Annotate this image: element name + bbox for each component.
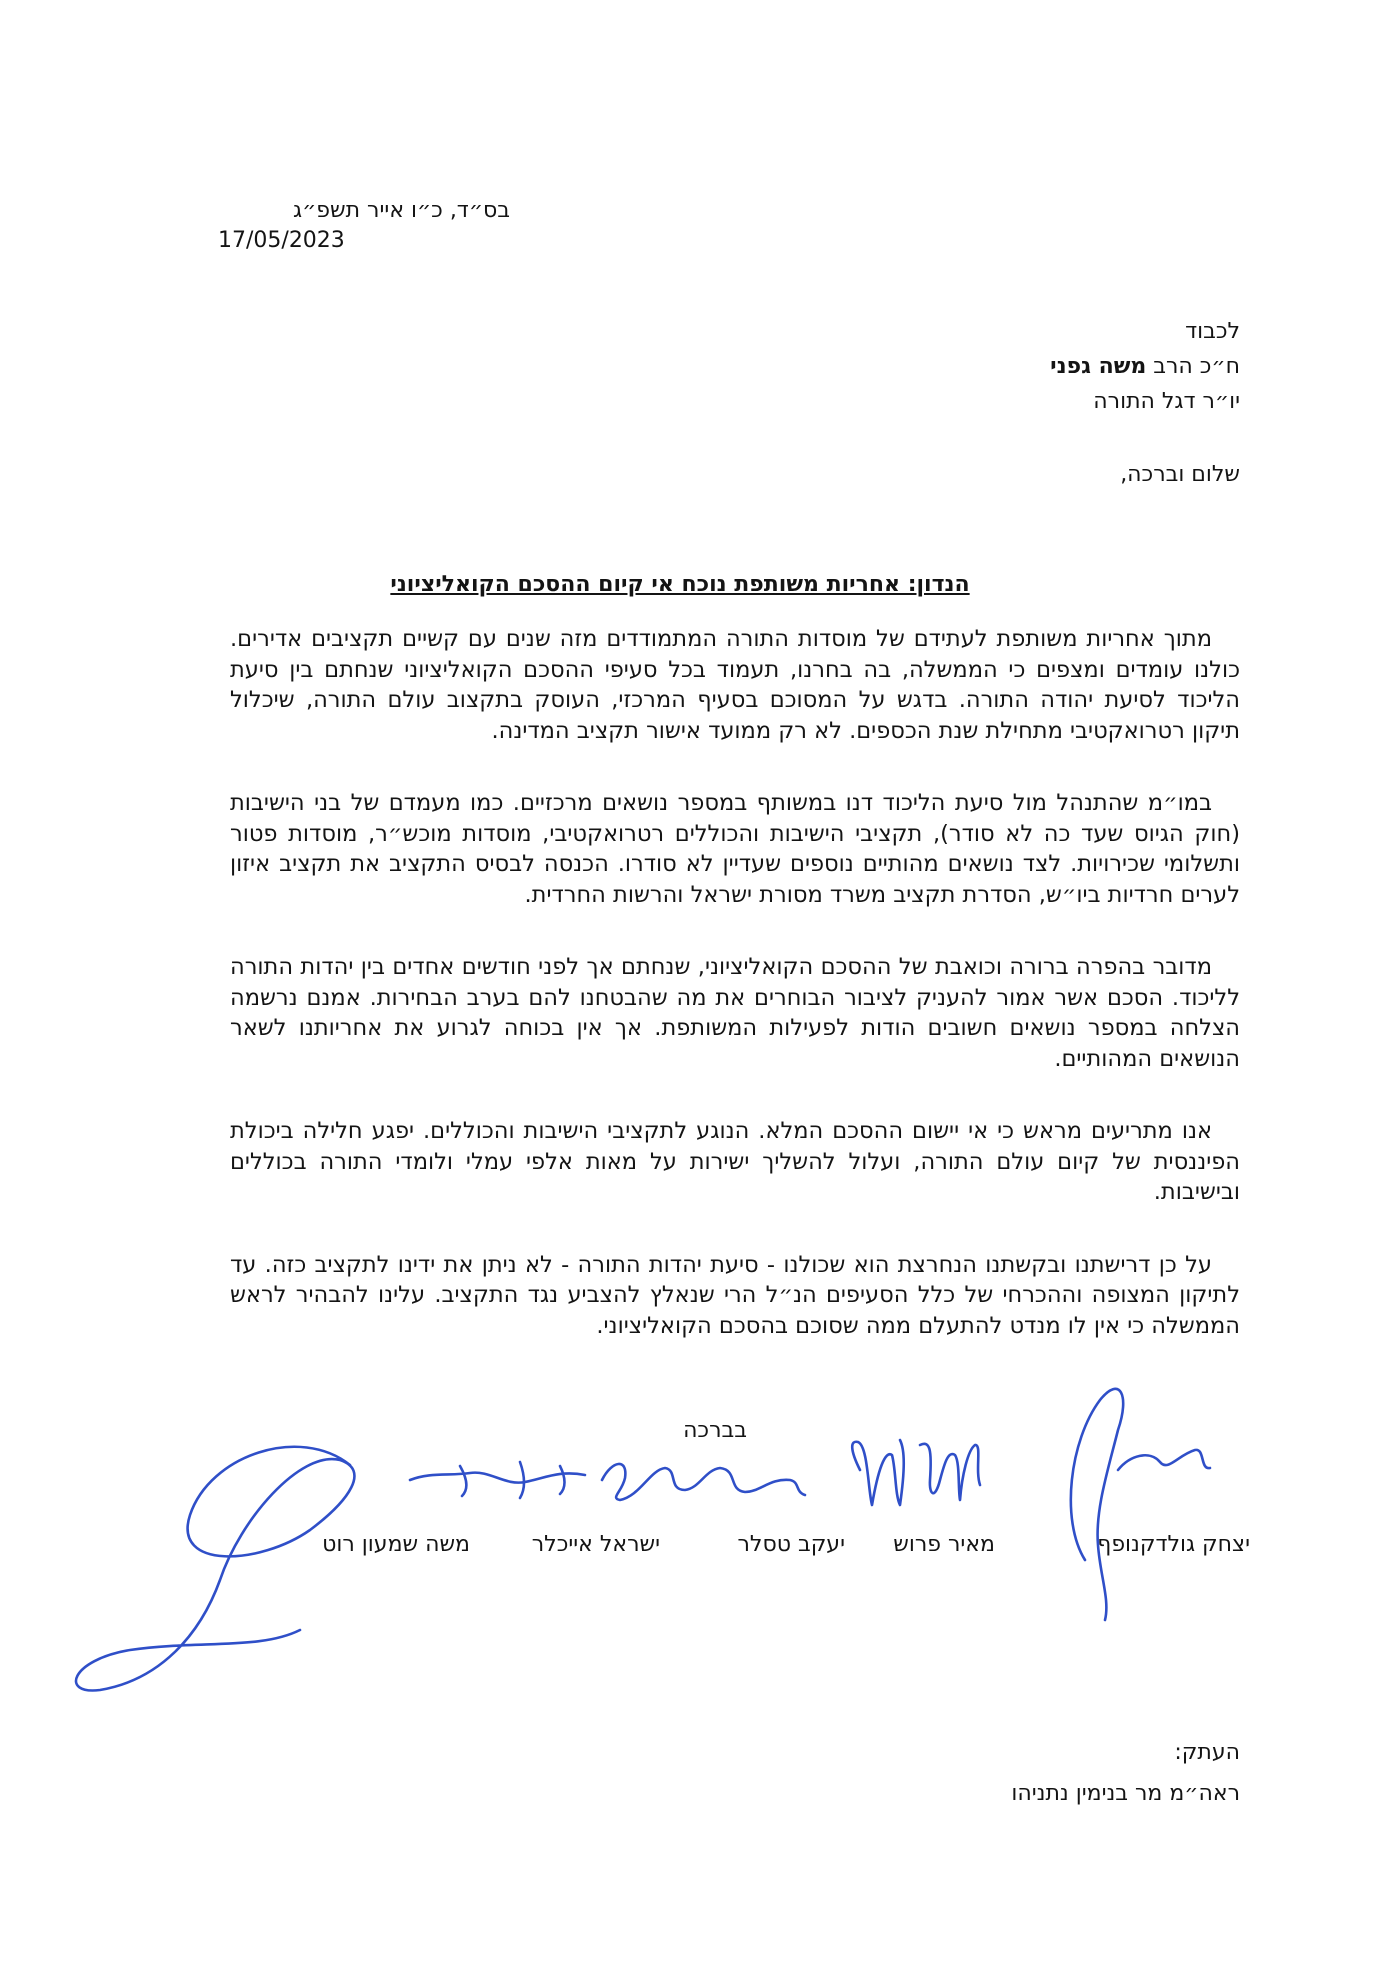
paragraph-3: מדובר בהפרה ברורה וכואבת של ההסכם הקואליציוני, שנחתם אך לפני חודשים אחדים בין יהדות התורה לליכוד. הסכם אשר אמור להעניק לציבור הבוחרים את מה שהבטחנו להם בערב הבחירות. אמנם נרשמה הצלחה במספר נושאים חשובים הודות לפעילות המשותפת. אך אין בכוחה לגרוע את אחריותנו לשאר הנושאים המהותיים. xyxy=(230,954,1240,1072)
paragraph-2: במו״מ שהתנהל מול סיעת הליכוד דנו במשותף במספר נושאים מרכזיים. כמו מעמדם של בני הישיבות (חוק הגיוס שעד כה לא סודר), תקציבי הישיבות והכוללים רטרואקטיבי, מוסדות מוכש״ר, מוסדות פטור ותשלומי שכירויות. לצד נושאים מהותיים נוספים שעדיין לא סודרו. הכנסה לבסיס התקציב את תקציב איזון לערים חרדיות ביו״ש, הסדרת תקציב משרד מסורת ישראל והרשות החרדית. xyxy=(230,790,1240,908)
hebrew-date: בס״ד, כ״ו אייר תשפ״ג xyxy=(293,198,510,223)
subject-line: הנדון: אחריות משותפת נוכח אי קיום ההסכם הקואליציוני xyxy=(390,572,970,597)
signatory-name: מאיר פרוש xyxy=(893,1532,995,1557)
addressee-prefix: ח״כ הרב xyxy=(1153,354,1240,379)
gregorian-date: 17/05/2023 xyxy=(218,228,345,253)
paragraph-4: אנו מתריעים מראש כי אי יישום ההסכם המלא. הנוגע לתקציבי הישיבות והכוללים. יפגע חלילה ביכולת הפיננסית של קיום עולם התורה, ועלול להשליך ישירות על מאות אלפי עמלי ולומדי התורה בכוללים ובישיבות. xyxy=(230,1118,1240,1205)
cc-recipient: ראה״מ מר בנימין נתניהו xyxy=(1011,1781,1240,1806)
signatory-name: משה שמעון רוט xyxy=(322,1532,470,1557)
signature-1 xyxy=(1071,1389,1210,1620)
signatory-name: ישראל אייכלר xyxy=(531,1532,660,1557)
addressee-block xyxy=(780,314,1240,419)
signatories-row xyxy=(190,1532,1250,1572)
signature-4 xyxy=(602,1464,805,1500)
cc-label: העתק: xyxy=(1174,1740,1240,1765)
closing: בברכה xyxy=(683,1418,747,1443)
greeting: שלום וברכה, xyxy=(1120,462,1240,487)
paragraph-1: מתוך אחריות משותפת לעתידם של מוסדות התורה המתמודדים מזה שנים עם קשיים תקציבים אדירים. כולנו עומדים ומצפים כי הממשלה, בה בחרנו, תעמוד בכל סעיפי ההסכם הקואליציוני שנחתם בין סיעת הליכוד לסיעת יהודה התורה. בדגש על המסוכם בסעיף המרכזי, העוסק בתקצוב עולם התורה, שיכלול תיקון רטרואקטיבי מתחילת שנת הכספים. לא רק ממועד אישור תקציב המדינה. xyxy=(230,626,1240,744)
addressee-line xyxy=(780,349,1240,384)
letter-body xyxy=(230,624,1240,1383)
date-block xyxy=(210,196,510,256)
addressee-honorific: לכבוד xyxy=(1185,319,1240,344)
paragraph-5: על כן דרישתנו ובקשתנו הנחרצת הוא שכולנו - סיעת יהדות התורה - לא ניתן את ידינו לתקציב כזה. עד לתיקון המצופה וההכרחי של כלל הסעיפים הנ״ל הרי שנאלץ להצביע נגד התקציב. עלינו להבהיר לראש הממשלה כי אין לו מנדט להתעלם ממה שסוכם בהסכם הקואליציוני. xyxy=(230,1251,1240,1339)
signature-2 xyxy=(852,1440,904,1505)
signature-3 xyxy=(920,1444,980,1500)
addressee-title: יו״ר דגל התורה xyxy=(1093,389,1240,414)
signatory-name: יצחק גולדקנופף xyxy=(1097,1532,1250,1557)
signatory-name: יעקב טסלר xyxy=(737,1532,845,1557)
addressee-name: משה גפני xyxy=(1050,354,1147,379)
signature-5 xyxy=(410,1462,585,1498)
